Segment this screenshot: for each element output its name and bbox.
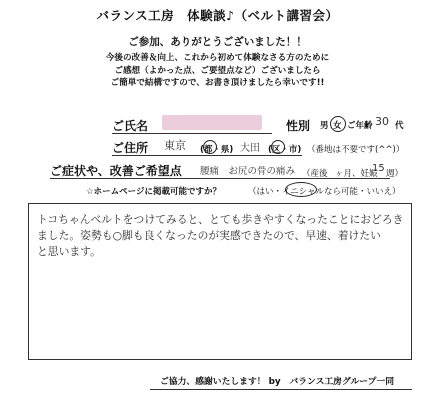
comment-text	[37, 212, 407, 259]
homepage-question: ☆ホームページに掲載可能ですか？	[86, 187, 221, 197]
prefecture-selected-circle	[203, 140, 217, 154]
footer-text: ご協力、感謝いたします！ by バランス工房グループ一同	[160, 377, 395, 387]
city-value[interactable]: 大田	[240, 143, 260, 154]
intro-line: 今後の改善＆向上、これから初めて体験なさる方のために	[105, 53, 330, 63]
age-value[interactable]: 30	[375, 115, 389, 128]
pregnancy-weeks-suffix: 週）	[386, 169, 404, 179]
comment-line: と思います。	[37, 244, 101, 258]
address-note: （番地は不要です(^^)）	[307, 145, 405, 155]
thanks-heading: ご参加、ありがとうございました！！	[128, 36, 307, 48]
comment-line: トコちゃんベルトをつけてみると、とても歩きやすくなったことにおどろき	[37, 213, 404, 226]
symptom-label: ご症状や、改善ご希望点	[50, 164, 182, 178]
prefecture-options: (都・県)	[200, 145, 234, 155]
gender-male-option[interactable]: 男	[320, 121, 329, 131]
gender-female-option[interactable]: 女	[333, 121, 342, 131]
gender-label: 性別	[286, 119, 311, 133]
postpartum-label: （産後	[302, 169, 328, 179]
intro-line: ご簡単で結構ですので、お書き頂けましたら幸いです!!	[110, 78, 325, 88]
homepage-selected-circle	[285, 182, 317, 197]
page-title: バランス工房 体験談♪（ベルト講習会）	[96, 8, 339, 23]
intro-text	[0, 52, 435, 90]
address-underline	[112, 155, 302, 156]
footer-underline	[150, 389, 412, 390]
symptom-value[interactable]: 腰痛 お尻の骨の痛み	[200, 166, 296, 177]
comment-line: ました。姿勢も○脚も良くなったのが実感できたので、早速、着けたい	[37, 228, 381, 242]
pregnancy-months-label: ヶ月、妊娠	[335, 169, 378, 179]
prefecture-value[interactable]: 東京	[164, 139, 186, 152]
name-label: ご氏名	[112, 119, 149, 133]
redacted-name	[162, 115, 262, 130]
gender-selected-circle	[330, 116, 346, 132]
city-selected-circle	[271, 140, 285, 154]
city-options: (区・市)	[268, 145, 302, 155]
pregnancy-weeks-value[interactable]: 15	[372, 163, 385, 174]
intro-line: ご感想（よかった点、ご要望点など）ございましたら	[114, 65, 321, 76]
age-label: ご年齢	[347, 121, 373, 131]
name-underline	[112, 133, 272, 134]
homepage-options: （はい・イニシャルなら可能・いいえ）	[248, 187, 401, 197]
age-suffix: 代	[395, 121, 404, 131]
address-label: ご住所	[112, 141, 149, 155]
